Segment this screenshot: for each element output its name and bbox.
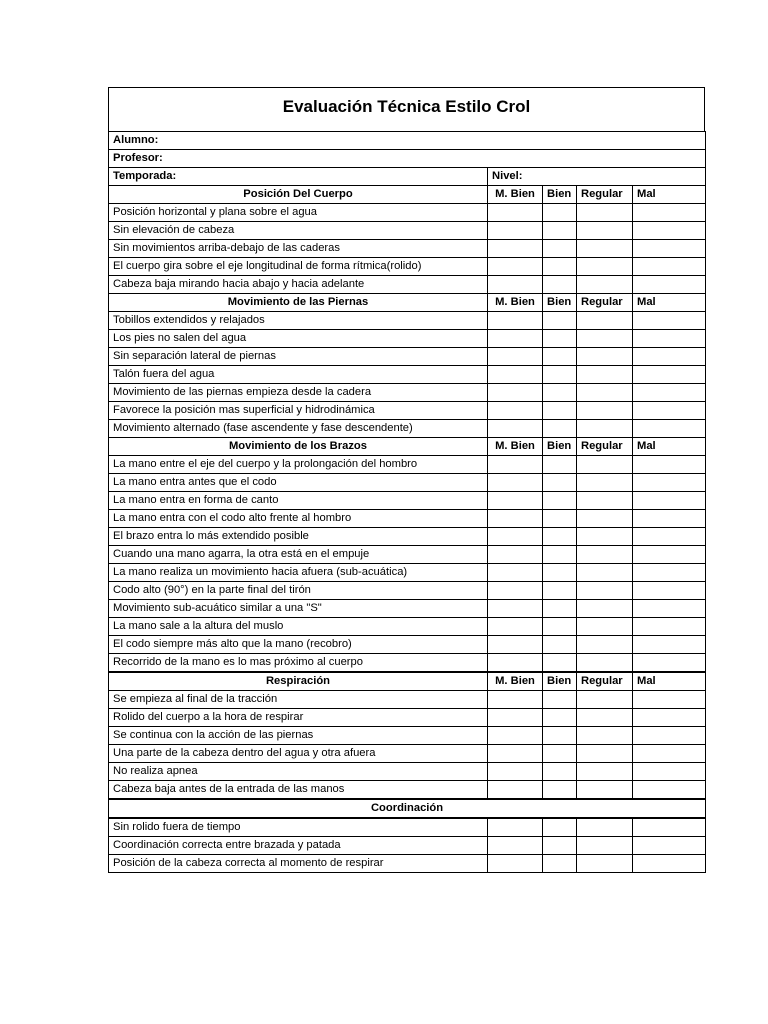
criterion-label: Sin separación lateral de piernas [109,348,488,366]
grade-cell-muy-bien[interactable] [488,600,543,618]
grade-cell-regular[interactable] [577,818,633,837]
grade-cell-regular[interactable] [577,276,633,294]
criterion-row [109,546,706,564]
grade-cell-regular[interactable] [577,312,633,330]
grade-cell-mal[interactable] [633,222,706,240]
section-header-movimiento-piernas [109,294,706,312]
criterion-label: Rolido del cuerpo a la hora de respirar [109,709,488,727]
criterion-row [109,818,706,837]
grade-cell-mal[interactable] [633,528,706,546]
grade-cell-muy-bien[interactable] [488,763,543,781]
section-title: Movimiento de los Brazos [109,438,488,456]
grade-cell-bien[interactable] [543,330,577,348]
grade-cell-muy-bien[interactable] [488,837,543,855]
grade-cell-muy-bien[interactable] [488,456,543,474]
grade-cell-mal[interactable] [633,420,706,438]
grade-cell-mal[interactable] [633,781,706,800]
criterion-label: Posición horizontal y plana sobre el agua [109,204,488,222]
criterion-label: La mano realiza un movimiento hacia afuera (sub-acuática) [109,564,488,582]
grade-cell-bien[interactable] [543,654,577,673]
grade-cell-regular[interactable] [577,564,633,582]
criterion-row [109,636,706,654]
grade-header-muy-bien: M. Bien [488,294,543,312]
grade-cell-bien[interactable] [543,818,577,837]
criterion-label: El cuerpo gira sobre el eje longitudinal de forma rítmica(rolido) [109,258,488,276]
grade-cell-muy-bien[interactable] [488,564,543,582]
criterion-label: Sin elevación de cabeza [109,222,488,240]
grade-cell-muy-bien[interactable] [488,330,543,348]
grade-cell-muy-bien[interactable] [488,745,543,763]
criterion-label: Sin movimientos arriba-debajo de las caderas [109,240,488,258]
alumno-row [109,132,706,150]
grade-cell-mal[interactable] [633,348,706,366]
grade-cell-muy-bien[interactable] [488,240,543,258]
criterion-row [109,618,706,636]
grade-cell-muy-bien[interactable] [488,384,543,402]
criterion-label: Coordinación correcta entre brazada y patada [109,837,488,855]
criterion-row [109,727,706,745]
grade-cell-mal[interactable] [633,618,706,636]
criterion-row [109,258,706,276]
grade-cell-mal[interactable] [633,546,706,564]
grade-cell-regular[interactable] [577,420,633,438]
grade-cell-mal[interactable] [633,600,706,618]
grade-cell-mal[interactable] [633,474,706,492]
criterion-label: Posición de la cabeza correcta al momento de respirar [109,855,488,873]
grade-cell-regular[interactable] [577,474,633,492]
section-header-posicion-cuerpo [109,186,706,204]
criterion-row [109,276,706,294]
evaluation-table [108,131,706,873]
grade-cell-regular[interactable] [577,258,633,276]
grade-header-regular: Regular [577,672,633,691]
grade-cell-regular[interactable] [577,582,633,600]
grade-cell-mal[interactable] [633,745,706,763]
grade-cell-mal[interactable] [633,709,706,727]
grade-cell-bien[interactable] [543,348,577,366]
grade-cell-muy-bien[interactable] [488,366,543,384]
grade-cell-regular[interactable] [577,654,633,673]
criterion-label: Cabeza baja mirando hacia abajo y hacia adelante [109,276,488,294]
criterion-label: El codo siempre más alto que la mano (recobro) [109,636,488,654]
grade-cell-bien[interactable] [543,745,577,763]
grade-cell-bien[interactable] [543,546,577,564]
grade-cell-mal[interactable] [633,492,706,510]
grade-cell-muy-bien[interactable] [488,312,543,330]
grade-cell-bien[interactable] [543,510,577,528]
grade-cell-mal[interactable] [633,312,706,330]
section-title: Posición Del Cuerpo [109,186,488,204]
grade-cell-regular[interactable] [577,330,633,348]
grade-header-mal: Mal [633,672,706,691]
grade-cell-bien[interactable] [543,618,577,636]
criterion-row [109,564,706,582]
grade-cell-regular[interactable] [577,618,633,636]
grade-cell-bien[interactable] [543,709,577,727]
criterion-row [109,330,706,348]
grade-cell-mal[interactable] [633,456,706,474]
grade-cell-regular[interactable] [577,348,633,366]
criterion-label: Los pies no salen del agua [109,330,488,348]
criterion-row [109,384,706,402]
criterion-label: Movimiento alternado (fase ascendente y fase descendente) [109,420,488,438]
criterion-label: No realiza apnea [109,763,488,781]
criterion-row [109,240,706,258]
grade-cell-muy-bien[interactable] [488,510,543,528]
criterion-label: La mano sale a la altura del muslo [109,618,488,636]
grade-cell-bien[interactable] [543,763,577,781]
grade-cell-mal[interactable] [633,510,706,528]
criterion-label: La mano entra antes que el codo [109,474,488,492]
grade-cell-regular[interactable] [577,510,633,528]
grade-cell-regular[interactable] [577,600,633,618]
grade-cell-bien[interactable] [543,204,577,222]
criterion-row [109,492,706,510]
criterion-row [109,528,706,546]
grade-cell-bien[interactable] [543,855,577,873]
criterion-row [109,510,706,528]
criterion-row [109,691,706,709]
temporada-row [109,168,706,186]
criterion-row [109,204,706,222]
grade-cell-bien[interactable] [543,384,577,402]
criterion-label: El brazo entra lo más extendido posible [109,528,488,546]
grade-cell-mal[interactable] [633,691,706,709]
evaluation-sheet [108,87,705,873]
grade-cell-regular[interactable] [577,781,633,800]
criterion-label: Cuando una mano agarra, la otra está en el empuje [109,546,488,564]
grade-cell-muy-bien[interactable] [488,781,543,800]
grade-cell-bien[interactable] [543,420,577,438]
grade-cell-mal[interactable] [633,582,706,600]
grade-cell-regular[interactable] [577,546,633,564]
grade-cell-bien[interactable] [543,582,577,600]
criterion-row [109,837,706,855]
section-title: Coordinación [109,799,706,818]
criterion-label: Talón fuera del agua [109,366,488,384]
grade-cell-muy-bien[interactable] [488,528,543,546]
grade-cell-muy-bien[interactable] [488,546,543,564]
grade-header-mal: Mal [633,294,706,312]
grade-cell-bien[interactable] [543,474,577,492]
criterion-label: La mano entra en forma de canto [109,492,488,510]
grade-cell-muy-bien[interactable] [488,636,543,654]
grade-cell-muy-bien[interactable] [488,691,543,709]
grade-cell-regular[interactable] [577,727,633,745]
grade-cell-muy-bien[interactable] [488,582,543,600]
grade-cell-regular[interactable] [577,855,633,873]
grade-cell-bien[interactable] [543,691,577,709]
criterion-row [109,312,706,330]
grade-cell-muy-bien[interactable] [488,348,543,366]
grade-cell-mal[interactable] [633,240,706,258]
grade-cell-regular[interactable] [577,636,633,654]
criterion-row [109,348,706,366]
grade-cell-mal[interactable] [633,330,706,348]
grade-cell-regular[interactable] [577,837,633,855]
grade-cell-regular[interactable] [577,204,633,222]
profesor-row [109,150,706,168]
grade-cell-mal[interactable] [633,204,706,222]
criterion-row [109,582,706,600]
grade-cell-regular[interactable] [577,745,633,763]
grade-cell-bien[interactable] [543,492,577,510]
grade-cell-mal[interactable] [633,837,706,855]
grade-cell-muy-bien[interactable] [488,276,543,294]
grade-header-muy-bien: M. Bien [488,438,543,456]
criterion-row [109,709,706,727]
nivel-field[interactable]: Nivel: [488,168,706,186]
section-header-coordinacion [109,799,706,818]
criterion-row [109,474,706,492]
criterion-label: Favorece la posición mas superficial y hidrodinámica [109,402,488,420]
grade-cell-muy-bien[interactable] [488,204,543,222]
grade-cell-bien[interactable] [543,781,577,800]
criterion-label: Recorrido de la mano es lo mas próximo al cuerpo [109,654,488,673]
grade-cell-muy-bien[interactable] [488,818,543,837]
grade-cell-muy-bien[interactable] [488,402,543,420]
grade-cell-regular[interactable] [577,456,633,474]
criterion-label: La mano entre el eje del cuerpo y la prolongación del hombro [109,456,488,474]
grade-cell-muy-bien[interactable] [488,855,543,873]
criterion-row [109,222,706,240]
grade-cell-bien[interactable] [543,636,577,654]
grade-cell-regular[interactable] [577,492,633,510]
grade-header-bien: Bien [543,438,577,456]
section-header-movimiento-brazos [109,438,706,456]
grade-cell-mal[interactable] [633,276,706,294]
grade-header-muy-bien: M. Bien [488,186,543,204]
criterion-row [109,600,706,618]
temporada-field[interactable]: Temporada: [109,168,488,186]
criterion-row [109,745,706,763]
grade-cell-bien[interactable] [543,600,577,618]
grade-cell-regular[interactable] [577,528,633,546]
criterion-row [109,366,706,384]
grade-header-regular: Regular [577,438,633,456]
grade-cell-bien[interactable] [543,456,577,474]
grade-cell-regular[interactable] [577,222,633,240]
grade-cell-muy-bien[interactable] [488,709,543,727]
grade-cell-mal[interactable] [633,727,706,745]
grade-header-bien: Bien [543,294,577,312]
grade-cell-mal[interactable] [633,402,706,420]
grade-cell-muy-bien[interactable] [488,420,543,438]
criterion-label: Se empieza al final de la tracción [109,691,488,709]
criterion-label: Movimiento de las piernas empieza desde la cadera [109,384,488,402]
grade-header-regular: Regular [577,294,633,312]
criterion-label: Se continua con la acción de las piernas [109,727,488,745]
grade-cell-muy-bien[interactable] [488,492,543,510]
grade-cell-bien[interactable] [543,240,577,258]
grade-cell-mal[interactable] [633,855,706,873]
grade-cell-muy-bien[interactable] [488,222,543,240]
grade-cell-mal[interactable] [633,818,706,837]
criterion-row [109,402,706,420]
grade-cell-regular[interactable] [577,763,633,781]
section-header-respiracion [109,672,706,691]
alumno-field[interactable]: Alumno: [109,132,706,150]
grade-cell-regular[interactable] [577,402,633,420]
grade-cell-muy-bien[interactable] [488,474,543,492]
criterion-row [109,781,706,800]
grade-cell-regular[interactable] [577,240,633,258]
grade-cell-bien[interactable] [543,312,577,330]
grade-header-regular: Regular [577,186,633,204]
criterion-label: Cabeza baja antes de la entrada de las manos [109,781,488,800]
criterion-label: Una parte de la cabeza dentro del agua y otra afuera [109,745,488,763]
profesor-field[interactable]: Profesor: [109,150,706,168]
grade-cell-muy-bien[interactable] [488,618,543,636]
grade-cell-mal[interactable] [633,763,706,781]
grade-header-mal: Mal [633,186,706,204]
grade-cell-regular[interactable] [577,691,633,709]
grade-header-bien: Bien [543,186,577,204]
criterion-row [109,456,706,474]
grade-cell-mal[interactable] [633,636,706,654]
grade-cell-bien[interactable] [543,564,577,582]
grade-cell-bien[interactable] [543,258,577,276]
sheet-title: Evaluación Técnica Estilo Crol [108,87,705,131]
criterion-label: La mano entra con el codo alto frente al hombro [109,510,488,528]
grade-header-bien: Bien [543,672,577,691]
criterion-label: Sin rolido fuera de tiempo [109,818,488,837]
grade-cell-bien[interactable] [543,276,577,294]
grade-cell-bien[interactable] [543,528,577,546]
grade-header-mal: Mal [633,438,706,456]
grade-cell-mal[interactable] [633,654,706,673]
grade-header-muy-bien: M. Bien [488,672,543,691]
criterion-row [109,855,706,873]
criterion-label: Tobillos extendidos y relajados [109,312,488,330]
grade-cell-muy-bien[interactable] [488,727,543,745]
grade-cell-bien[interactable] [543,402,577,420]
grade-cell-bien[interactable] [543,837,577,855]
grade-cell-mal[interactable] [633,258,706,276]
grade-cell-mal[interactable] [633,384,706,402]
grade-cell-regular[interactable] [577,384,633,402]
grade-cell-mal[interactable] [633,366,706,384]
criterion-row [109,763,706,781]
grade-cell-bien[interactable] [543,366,577,384]
criterion-label: Movimiento sub-acuático similar a una "S" [109,600,488,618]
criterion-label: Codo alto (90°) en la parte final del tirón [109,582,488,600]
section-title: Movimiento de las Piernas [109,294,488,312]
grade-cell-muy-bien[interactable] [488,654,543,673]
section-title: Respiración [109,672,488,691]
grade-cell-bien[interactable] [543,727,577,745]
grade-cell-mal[interactable] [633,564,706,582]
grade-cell-regular[interactable] [577,366,633,384]
grade-cell-muy-bien[interactable] [488,258,543,276]
criterion-row [109,654,706,673]
grade-cell-regular[interactable] [577,709,633,727]
criterion-row [109,420,706,438]
grade-cell-bien[interactable] [543,222,577,240]
